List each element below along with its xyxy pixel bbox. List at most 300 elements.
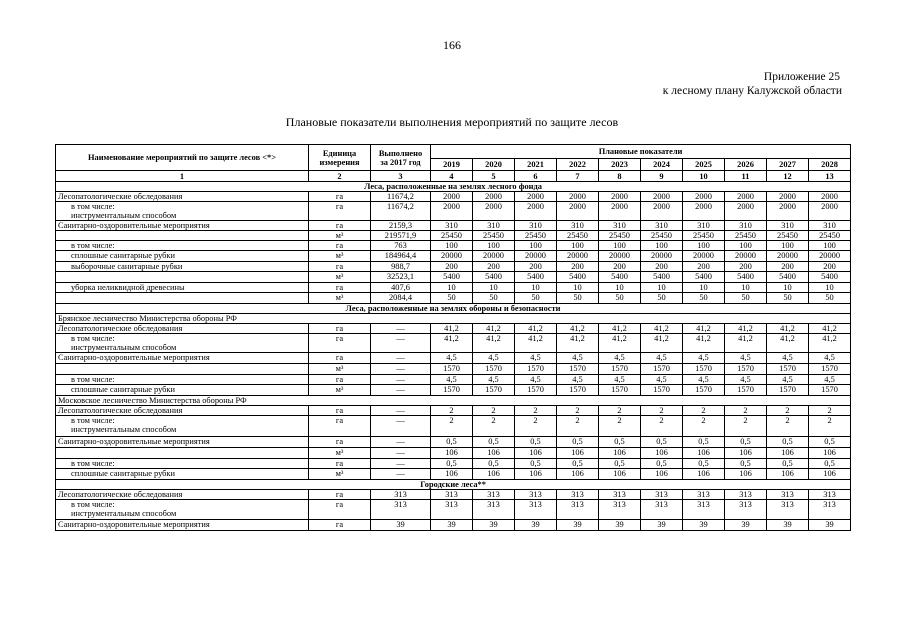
plan-cell: 106 xyxy=(473,469,515,480)
activity-name xyxy=(56,353,309,364)
unit-cell: га xyxy=(309,490,371,500)
table-row xyxy=(56,262,851,272)
plan-cell: 313 xyxy=(599,490,641,500)
done-2017-cell: 2084,4 xyxy=(371,293,431,304)
plan-cell: 2000 xyxy=(683,202,725,221)
table-row xyxy=(56,283,851,293)
plan-cell: 106 xyxy=(599,469,641,480)
plan-cell: 310 xyxy=(515,221,557,231)
unit-cell: га xyxy=(309,375,371,385)
plan-cell: 41,2 xyxy=(767,324,809,334)
table-row xyxy=(56,469,851,480)
plan-cell: 41,2 xyxy=(683,334,725,353)
plan-cell: 39 xyxy=(683,520,725,531)
unit-cell: га xyxy=(309,241,371,251)
plan-cell: 313 xyxy=(809,490,851,500)
column-number: 7 xyxy=(557,171,599,182)
plan-cell: 20000 xyxy=(515,251,557,262)
appendix-number: Приложение 25 xyxy=(763,71,840,83)
activity-name xyxy=(56,221,309,231)
plan-cell: 100 xyxy=(683,241,725,251)
activity-name-line: Лесопатологические обследования xyxy=(58,406,183,415)
header-year: 2021 xyxy=(515,159,557,171)
plan-cell: 4,5 xyxy=(515,353,557,364)
plan-cell: 100 xyxy=(809,241,851,251)
plan-cell: 2000 xyxy=(641,202,683,221)
plan-cell: 313 xyxy=(431,500,473,520)
activity-name-line: инструментальным способом xyxy=(71,211,177,220)
plan-cell: 2 xyxy=(515,416,557,437)
activity-name-line: сплошные санитарные рубки xyxy=(71,385,175,394)
subsection-heading: Брянское лесничество Министерства обороны РФ xyxy=(56,314,851,324)
plan-cell: 1570 xyxy=(557,385,599,396)
unit-cell: га xyxy=(309,459,371,469)
plan-cell: 1570 xyxy=(599,364,641,375)
activity-name xyxy=(56,241,309,251)
done-2017-cell: — xyxy=(371,448,431,459)
plan-cell: 4,5 xyxy=(515,375,557,385)
header-year: 2028 xyxy=(809,159,851,171)
header-year: 2023 xyxy=(599,159,641,171)
plan-cell: 313 xyxy=(473,500,515,520)
activity-name xyxy=(56,272,309,283)
activity-name-line: сплошные санитарные рубки xyxy=(71,469,175,478)
plan-cell: 4,5 xyxy=(599,375,641,385)
plan-cell: 25450 xyxy=(431,231,473,241)
plan-cell: 1570 xyxy=(641,364,683,375)
plan-cell: 25450 xyxy=(599,231,641,241)
plan-cell: 0,5 xyxy=(767,459,809,469)
plan-cell: 2 xyxy=(515,406,557,416)
column-number: 3 xyxy=(371,171,431,182)
plan-cell: 5400 xyxy=(557,272,599,283)
done-2017-cell: 39 xyxy=(371,520,431,531)
plan-cell: 1570 xyxy=(641,385,683,396)
plan-cell: 4,5 xyxy=(473,375,515,385)
plan-cell: 2 xyxy=(725,406,767,416)
plan-cell: 4,5 xyxy=(641,375,683,385)
plan-cell: 41,2 xyxy=(809,324,851,334)
plan-cell: 106 xyxy=(515,448,557,459)
plan-cell: 0,5 xyxy=(767,437,809,448)
plan-cell: 106 xyxy=(431,448,473,459)
activity-name-line: Санитарно-оздоровительные мероприятия xyxy=(58,520,210,529)
plan-cell: 2000 xyxy=(641,192,683,202)
plan-cell: 41,2 xyxy=(515,334,557,353)
table-row xyxy=(56,406,851,416)
plan-cell: 2 xyxy=(641,416,683,437)
activity-name xyxy=(56,231,309,241)
table-row xyxy=(56,202,851,221)
plan-cell: 1570 xyxy=(431,364,473,375)
plan-cell: 313 xyxy=(557,500,599,520)
activity-name-line: инструментальным способом xyxy=(71,343,177,352)
plan-cell: 313 xyxy=(641,500,683,520)
plan-cell: 0,5 xyxy=(641,437,683,448)
plan-cell: 1570 xyxy=(683,364,725,375)
plan-cell: 41,2 xyxy=(641,334,683,353)
activity-name xyxy=(56,385,309,396)
done-2017-cell: — xyxy=(371,437,431,448)
plan-cell: 4,5 xyxy=(725,375,767,385)
plan-cell: 41,2 xyxy=(767,334,809,353)
unit-cell: м³ xyxy=(309,385,371,396)
activity-name-line: сплошные санитарные рубки xyxy=(71,251,175,260)
done-2017-cell: — xyxy=(371,406,431,416)
plan-cell: 100 xyxy=(599,241,641,251)
header-year: 2020 xyxy=(473,159,515,171)
header-unit-line1: Единица xyxy=(322,148,357,158)
unit-cell: га xyxy=(309,353,371,364)
document-title: Плановые показатели выполнения мероприятий по защите лесов xyxy=(285,115,619,129)
plan-cell: 200 xyxy=(725,262,767,272)
plan-cell: 106 xyxy=(767,469,809,480)
plan-cell: 20000 xyxy=(473,251,515,262)
plan-cell: 5400 xyxy=(725,272,767,283)
plan-cell: 20000 xyxy=(725,251,767,262)
activity-name-line: в том числе: xyxy=(71,202,115,211)
plan-cell: 0,5 xyxy=(683,459,725,469)
plan-cell: 0,5 xyxy=(809,437,851,448)
plan-cell: 313 xyxy=(809,500,851,520)
done-2017-cell: 2159,3 xyxy=(371,221,431,231)
plan-cell: 39 xyxy=(725,520,767,531)
activity-name xyxy=(56,192,309,202)
header-done-line2: за 2017 год xyxy=(380,157,421,167)
done-2017-cell: — xyxy=(371,364,431,375)
plan-cell: 41,2 xyxy=(809,334,851,353)
appendix-caption: к лесному плану Калужской области xyxy=(662,85,842,97)
plan-cell: 5400 xyxy=(683,272,725,283)
plan-cell: 1570 xyxy=(515,364,557,375)
plan-cell: 39 xyxy=(599,520,641,531)
plan-cell: 1570 xyxy=(725,364,767,375)
plan-cell: 41,2 xyxy=(725,334,767,353)
plan-cell: 10 xyxy=(473,283,515,293)
header-year: 2025 xyxy=(683,159,725,171)
plan-cell: 106 xyxy=(599,448,641,459)
plan-cell: 313 xyxy=(641,490,683,500)
plan-cell: 41,2 xyxy=(641,324,683,334)
table-row xyxy=(56,375,851,385)
unit-cell: м³ xyxy=(309,272,371,283)
table-row xyxy=(56,500,851,520)
column-number: 2 xyxy=(309,171,371,182)
unit-cell: га xyxy=(309,221,371,231)
plan-cell: 1570 xyxy=(809,364,851,375)
done-2017-cell: 763 xyxy=(371,241,431,251)
header-unit xyxy=(309,145,371,171)
activity-name xyxy=(56,251,309,262)
activity-name-line: в том числе: xyxy=(71,375,115,384)
plan-cell: 39 xyxy=(809,520,851,531)
activity-name xyxy=(56,375,309,385)
plan-cell: 1570 xyxy=(473,364,515,375)
plan-cell: 2 xyxy=(557,416,599,437)
plan-cell: 4,5 xyxy=(641,353,683,364)
table-row xyxy=(56,437,851,448)
plan-cell: 0,5 xyxy=(557,437,599,448)
plan-cell: 2 xyxy=(767,406,809,416)
done-2017-cell: 988,7 xyxy=(371,262,431,272)
plan-cell: 4,5 xyxy=(557,375,599,385)
activity-name-line: инструментальным способом xyxy=(71,509,177,518)
protection-plan-table xyxy=(55,144,851,531)
plan-cell: 1570 xyxy=(683,385,725,396)
plan-cell: 106 xyxy=(641,448,683,459)
plan-cell: 39 xyxy=(767,520,809,531)
plan-cell: 100 xyxy=(767,241,809,251)
plan-cell: 0,5 xyxy=(515,459,557,469)
table-row xyxy=(56,293,851,304)
plan-cell: 25450 xyxy=(641,231,683,241)
plan-cell: 106 xyxy=(431,469,473,480)
plan-cell: 2000 xyxy=(725,202,767,221)
activity-name xyxy=(56,500,309,520)
unit-cell: га xyxy=(309,324,371,334)
plan-cell: 20000 xyxy=(767,251,809,262)
activity-name xyxy=(56,416,309,437)
header-done xyxy=(371,145,431,171)
plan-cell: 100 xyxy=(725,241,767,251)
done-2017-cell: — xyxy=(371,459,431,469)
plan-cell: 2000 xyxy=(599,192,641,202)
activity-name-line: Лесопатологические обследования xyxy=(58,490,183,499)
done-2017-cell: 184964,4 xyxy=(371,251,431,262)
column-number: 5 xyxy=(473,171,515,182)
plan-cell: 50 xyxy=(767,293,809,304)
plan-cell: 4,5 xyxy=(431,375,473,385)
unit-cell: м³ xyxy=(309,364,371,375)
plan-cell: 25450 xyxy=(809,231,851,241)
plan-cell: 1570 xyxy=(809,385,851,396)
plan-cell: 25450 xyxy=(767,231,809,241)
plan-cell: 0,5 xyxy=(431,437,473,448)
plan-cell: 106 xyxy=(557,469,599,480)
activity-name-line: Санитарно-оздоровительные мероприятия xyxy=(58,353,210,362)
activity-name xyxy=(56,448,309,459)
activity-name xyxy=(56,334,309,353)
plan-cell: 313 xyxy=(767,490,809,500)
plan-cell: 5400 xyxy=(473,272,515,283)
plan-cell: 313 xyxy=(725,490,767,500)
plan-cell: 1570 xyxy=(767,364,809,375)
plan-cell: 2000 xyxy=(599,202,641,221)
activity-name xyxy=(56,437,309,448)
unit-cell: га xyxy=(309,500,371,520)
plan-cell: 4,5 xyxy=(809,353,851,364)
plan-cell: 2000 xyxy=(431,202,473,221)
done-2017-cell: 313 xyxy=(371,490,431,500)
plan-cell: 1570 xyxy=(515,385,557,396)
plan-cell: 200 xyxy=(683,262,725,272)
activity-name-line: Лесопатологические обследования xyxy=(58,324,183,333)
activity-name-line: в том числе: xyxy=(71,241,115,250)
plan-cell: 2 xyxy=(809,416,851,437)
plan-cell: 310 xyxy=(431,221,473,231)
plan-cell: 2 xyxy=(599,406,641,416)
plan-cell: 2 xyxy=(431,406,473,416)
activity-name xyxy=(56,262,309,272)
plan-cell: 39 xyxy=(473,520,515,531)
plan-cell: 313 xyxy=(725,500,767,520)
plan-cell: 1570 xyxy=(431,385,473,396)
plan-cell: 10 xyxy=(767,283,809,293)
activity-name-line: выборочные санитарные рубки xyxy=(71,262,183,271)
plan-cell: 2 xyxy=(683,416,725,437)
plan-cell: 41,2 xyxy=(431,324,473,334)
plan-cell: 0,5 xyxy=(725,459,767,469)
plan-cell: 25450 xyxy=(515,231,557,241)
plan-cell: 313 xyxy=(557,490,599,500)
plan-cell: 0,5 xyxy=(473,459,515,469)
plan-cell: 1570 xyxy=(599,385,641,396)
plan-cell: 2000 xyxy=(473,202,515,221)
activity-name-line: в том числе: xyxy=(71,459,115,468)
plan-cell: 0,5 xyxy=(599,459,641,469)
table-row xyxy=(56,231,851,241)
table-row xyxy=(56,364,851,375)
done-2017-cell: 313 xyxy=(371,500,431,520)
activity-name-line: Лесопатологические обследования xyxy=(58,192,183,201)
plan-cell: 0,5 xyxy=(683,437,725,448)
plan-cell: 310 xyxy=(683,221,725,231)
plan-cell: 25450 xyxy=(473,231,515,241)
activity-name-line: уборка неликвидной древесины xyxy=(71,283,185,292)
plan-cell: 0,5 xyxy=(599,437,641,448)
plan-cell: 2000 xyxy=(515,202,557,221)
plan-cell: 313 xyxy=(473,490,515,500)
plan-cell: 2000 xyxy=(725,192,767,202)
plan-cell: 20000 xyxy=(599,251,641,262)
column-number: 8 xyxy=(599,171,641,182)
plan-cell: 1570 xyxy=(473,385,515,396)
plan-cell: 200 xyxy=(557,262,599,272)
plan-cell: 50 xyxy=(557,293,599,304)
done-2017-cell: 32523,1 xyxy=(371,272,431,283)
unit-cell: м³ xyxy=(309,293,371,304)
table-row xyxy=(56,272,851,283)
section-heading: Городские леса** xyxy=(56,480,851,490)
plan-cell: 1570 xyxy=(725,385,767,396)
plan-cell: 200 xyxy=(809,262,851,272)
plan-cell: 313 xyxy=(515,500,557,520)
table-row xyxy=(56,221,851,231)
table-row xyxy=(56,385,851,396)
done-2017-cell: — xyxy=(371,416,431,437)
plan-cell: 2000 xyxy=(809,202,851,221)
plan-cell: 1570 xyxy=(767,385,809,396)
plan-cell: 0,5 xyxy=(557,459,599,469)
plan-cell: 5400 xyxy=(641,272,683,283)
plan-cell: 39 xyxy=(515,520,557,531)
plan-cell: 4,5 xyxy=(557,353,599,364)
unit-cell: га xyxy=(309,202,371,221)
plan-cell: 313 xyxy=(683,500,725,520)
plan-cell: 100 xyxy=(641,241,683,251)
unit-cell: га xyxy=(309,406,371,416)
plan-cell: 310 xyxy=(641,221,683,231)
page-number: 166 xyxy=(443,38,461,52)
plan-cell: 106 xyxy=(809,448,851,459)
activity-name xyxy=(56,459,309,469)
plan-cell: 5400 xyxy=(809,272,851,283)
plan-cell: 50 xyxy=(431,293,473,304)
activity-name xyxy=(56,469,309,480)
plan-cell: 4,5 xyxy=(599,353,641,364)
done-2017-cell: — xyxy=(371,324,431,334)
column-number: 1 xyxy=(56,171,309,182)
plan-cell: 310 xyxy=(809,221,851,231)
plan-cell: 2000 xyxy=(809,192,851,202)
plan-cell: 39 xyxy=(557,520,599,531)
plan-cell: 2000 xyxy=(515,192,557,202)
plan-cell: 20000 xyxy=(431,251,473,262)
plan-cell: 106 xyxy=(767,448,809,459)
plan-cell: 310 xyxy=(599,221,641,231)
done-2017-cell: — xyxy=(371,334,431,353)
plan-cell: 310 xyxy=(473,221,515,231)
plan-cell: 5400 xyxy=(515,272,557,283)
plan-cell: 0,5 xyxy=(809,459,851,469)
plan-cell: 4,5 xyxy=(809,375,851,385)
activity-name-line: инструментальным способом xyxy=(71,425,177,434)
plan-cell: 200 xyxy=(473,262,515,272)
plan-cell: 39 xyxy=(431,520,473,531)
plan-cell: 41,2 xyxy=(683,324,725,334)
table-row xyxy=(56,459,851,469)
activity-name-line: в том числе: xyxy=(71,334,115,343)
plan-cell: 2000 xyxy=(557,202,599,221)
activity-name xyxy=(56,202,309,221)
plan-cell: 2000 xyxy=(767,192,809,202)
plan-cell: 106 xyxy=(641,469,683,480)
plan-cell: 50 xyxy=(809,293,851,304)
plan-cell: 200 xyxy=(515,262,557,272)
table-row xyxy=(56,520,851,531)
done-2017-cell: 219571,9 xyxy=(371,231,431,241)
unit-cell: м³ xyxy=(309,448,371,459)
unit-cell: га xyxy=(309,416,371,437)
plan-cell: 2 xyxy=(725,416,767,437)
done-2017-cell: — xyxy=(371,353,431,364)
plan-cell: 2000 xyxy=(683,192,725,202)
done-2017-cell: — xyxy=(371,385,431,396)
activity-name xyxy=(56,364,309,375)
column-number: 10 xyxy=(683,171,725,182)
plan-cell: 310 xyxy=(725,221,767,231)
plan-cell: 2 xyxy=(767,416,809,437)
plan-cell: 41,2 xyxy=(599,334,641,353)
plan-cell: 41,2 xyxy=(725,324,767,334)
plan-cell: 200 xyxy=(599,262,641,272)
plan-cell: 4,5 xyxy=(767,375,809,385)
plan-cell: 106 xyxy=(515,469,557,480)
plan-cell: 20000 xyxy=(557,251,599,262)
plan-cell: 313 xyxy=(683,490,725,500)
done-2017-cell: — xyxy=(371,375,431,385)
plan-cell: 2 xyxy=(641,406,683,416)
plan-cell: 20000 xyxy=(809,251,851,262)
unit-cell: га xyxy=(309,262,371,272)
table-row xyxy=(56,324,851,334)
plan-cell: 10 xyxy=(515,283,557,293)
plan-cell: 41,2 xyxy=(557,324,599,334)
plan-cell: 20000 xyxy=(683,251,725,262)
activity-name xyxy=(56,520,309,531)
activity-name-line: в том числе: xyxy=(71,500,115,509)
plan-cell: 2000 xyxy=(557,192,599,202)
